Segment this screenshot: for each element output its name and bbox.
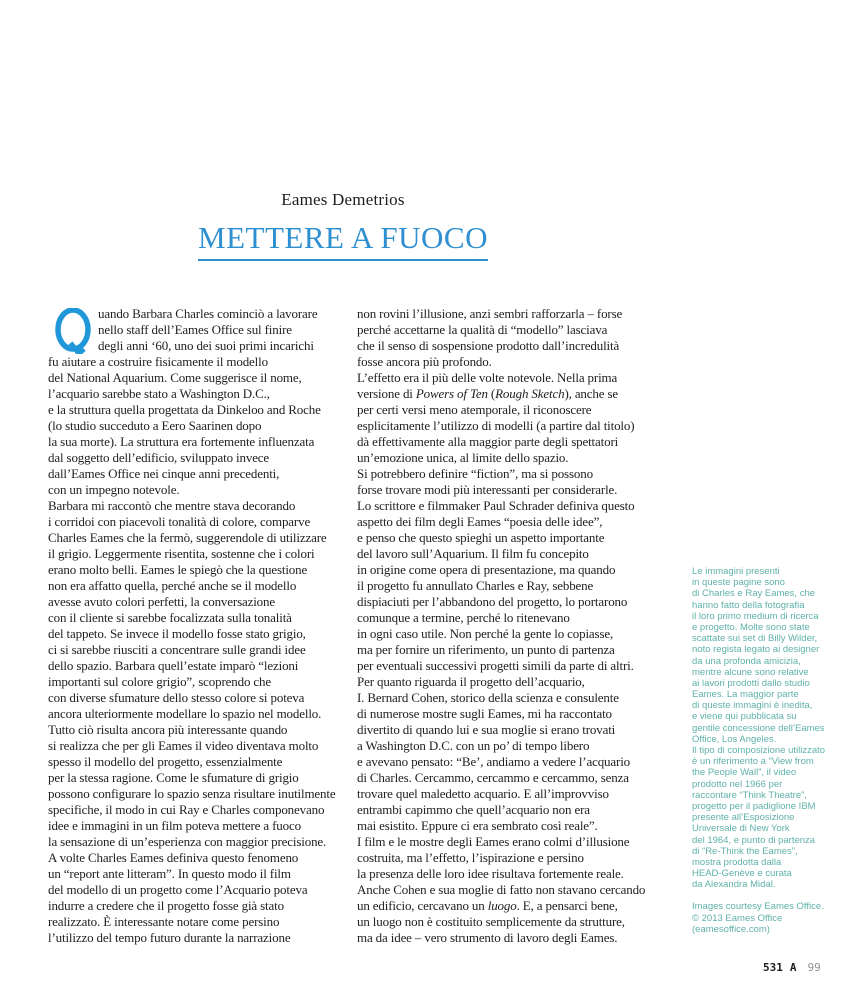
text-line: Le immagini presenti [692, 566, 780, 577]
caption-credits [692, 901, 850, 935]
text-line [357, 386, 665, 402]
title-block [0, 222, 686, 261]
text-line: di Charles. Cercammo, cercammo e cercammo, senza [357, 770, 629, 785]
text-line: degli anni ‘60, uno dei suoi primi incarichi [98, 338, 314, 353]
text-line: ma per fornire un riferimento, un punto di partenza [357, 642, 615, 657]
text-line: specifiche, il modo in cui Ray e Charles componevano [48, 802, 325, 817]
text-line: (lo studio succeduto a Eero Saarinen dopo [48, 418, 262, 433]
text-line: nello staff dell’Eames Office sul finire [98, 322, 292, 337]
text-line: aspetto dei film degli Eames “poesia delle idee”, [357, 514, 603, 529]
text-line: un luogo non è costituito semplicemente da strutture, [357, 914, 625, 929]
text-line: HEAD-Genève e curata [692, 868, 792, 880]
text-line: A volte Charles Eames definiva questo fenomeno [48, 850, 299, 865]
text-line: esplicitamente l’utilizzo di modelli (a partire dal titolo) [357, 418, 635, 433]
text-line: con un impegno notevole. [48, 482, 180, 497]
text-line: l’utilizzo del tempo futuro durante la narrazione [48, 930, 291, 945]
text-line: erano molto belli. Eames le spiegò che la questione [48, 562, 308, 577]
text-segment: ( [487, 386, 496, 401]
italic-text: Powers of Ten [415, 386, 488, 401]
text-line: da Alexandra Midal. [692, 879, 776, 891]
text-line: il progetto fu annullato Charles e Ray, sebbene [357, 578, 594, 593]
text-line: non rovini l’illusione, anzi sembri rafforzarla – forse [357, 306, 623, 321]
text-line: indurre a credere che il progetto fosse già stato [48, 898, 284, 913]
text-line: gentile concessione dell’Eames [692, 722, 825, 734]
text-line: del National Aquarium. Come suggerisce il nome, [48, 370, 302, 385]
text-line: noto regista legato ai designer [692, 644, 820, 656]
text-line: la sua morte). La struttura era fortemente influenzata [48, 434, 315, 449]
caption-gap [692, 890, 850, 901]
text-line: scattate sui set di Billy Wilder, [692, 633, 818, 645]
text-line: importanti sul colore grigio”, scoprendo che [48, 674, 272, 689]
text-line: trovare quel maledetto acquario. E all’improvviso [357, 786, 609, 801]
page-title: METTERE A FUOCO [198, 222, 488, 261]
text-line: costruita, ma l’effetto, l’ispirazione e persino [357, 850, 584, 865]
author-byline: Eames Demetrios [281, 190, 405, 209]
italic-text: Rough Sketch [495, 386, 565, 401]
text-line: Lo scrittore e filmmaker Paul Schrader definiva questo [357, 498, 635, 513]
text-line: la presenza delle loro idee risultava fortemente reale. [357, 866, 624, 881]
text-line: prodotto nel 1966 per [692, 778, 783, 790]
text-line: e progetto. Molte sono state [692, 621, 810, 633]
text-line: uando Barbara Charles cominciò a lavorare [98, 306, 318, 321]
text-line: Per quanto riguarda il progetto dell’acquario, [357, 674, 585, 689]
text-line: I film e le mostre degli Eames erano colmi d’illusione [357, 834, 630, 849]
folio-letter: A [789, 961, 797, 974]
text-line: per la stessa ragione. Come le sfumature di grigio [48, 770, 299, 785]
folio-number: 531 [763, 961, 783, 974]
text-line: ai lavori prodotti dallo studio [692, 677, 810, 689]
text-line: un’emozione unica, al limite dello spazio. [357, 450, 569, 465]
text-line: il loro primo medium di ricerca [692, 610, 819, 622]
text-line: del modello di un progetto come l’Acquario poteva [48, 882, 308, 897]
text-line: hanno fatto della fotografia [692, 599, 805, 611]
text-line [357, 898, 665, 914]
text-line: possono configurare lo spazio senza risultare inutilmente [48, 786, 336, 801]
text-line: Si potrebbero definire “fiction”, ma si possono [357, 466, 593, 481]
text-line: la sensazione di un’esperienza con maggior precisione. [48, 834, 327, 849]
text-line: Anche Cohen e sua moglie di fatto non stavano cercando [357, 882, 646, 897]
text-line: divertito di quando lui e sua moglie si erano trovati [357, 722, 616, 737]
text-line: mentre alcune sono relative [692, 666, 809, 678]
text-line: Tutto ciò risulta ancora più interessante quando [48, 722, 288, 737]
text-line: comunque a termine, perché lo ritenevano [357, 610, 570, 625]
text-line: forse trovare modi più interessanti per considerarle. [357, 482, 618, 497]
page-folio [763, 961, 821, 974]
text-line: © 2013 Eames Office [692, 912, 783, 924]
text-segment: ), anche se [564, 386, 619, 401]
text-line: ma da idee – vero strumento di lavoro degli Eames. [357, 930, 618, 945]
text-line: e penso che questo spieghi un aspetto importante [357, 530, 605, 545]
text-line: in origine come opera di presentazione, ma quando [357, 562, 616, 577]
text-line: si realizza che per gli Eames il video diventava molto [48, 738, 319, 753]
text-line: dispiaciuti per l’abbandono del progetto, lo portarono [357, 594, 628, 609]
text-line: Barbara mi raccontò che mentre stava decorando [48, 498, 296, 513]
text-line: dal soggetto dell’edificio, sviluppato invece [48, 450, 270, 465]
text-line: da una profonda amicizia, [692, 655, 801, 667]
text-line: a Washington D.C. con un po’ di tempo libero [357, 738, 590, 753]
article-column-left [48, 306, 356, 946]
caption-note [692, 566, 850, 890]
text-line: entrambi capimmo che quell’acquario non era [357, 802, 590, 817]
caption-sidebar [692, 566, 850, 935]
text-line: idee e immagini in un film poteva mettere a fuoco [48, 818, 301, 833]
text-segment: versione di [357, 386, 416, 401]
text-line: (eamesoffice.com) [692, 923, 770, 935]
text-line: Eames. La maggior parte [692, 689, 799, 701]
text-line: un “report ante litteram”. In questo modo il film [48, 866, 291, 881]
text-line: Office, Los Angeles. [692, 733, 777, 745]
text-line: realizzato. È interessante notare come persino [48, 914, 280, 929]
text-line: è un riferimento a “View from [692, 756, 814, 768]
text-segment: . E, a pensarci bene, [516, 898, 618, 913]
text-line: con il cliente si sarebbe focalizzata sulla tonalità [48, 610, 292, 625]
text-line: fu aiutare a costruire fisicamente il modello [48, 354, 268, 369]
text-line: del lavoro sull’Aquarium. Il film fu concepito [357, 546, 589, 561]
text-line: Il tipo di composizione utilizzato [692, 745, 826, 756]
text-line: per certi versi meno atemporale, il riconoscere [357, 402, 592, 417]
text-line: the People Wall”, il video [692, 767, 797, 779]
text-line: L’effetto era il più delle volte notevole. Nella prima [357, 370, 618, 385]
text-line: fosse ancora più profondo. [357, 354, 492, 369]
text-line: in queste pagine sono [692, 577, 785, 589]
text-line: spesso il modello del progetto, essenzialmente [48, 754, 283, 769]
text-line: Universale di New York [692, 823, 790, 835]
text-line: avesse avuto colori perfetti, la conversazione [48, 594, 275, 609]
text-line: mai esistito. Eppure ci era sembrato così reale”. [357, 818, 598, 833]
text-line: ancora ulteriormente modellare lo spazio nel modello. [48, 706, 322, 721]
text-line: perché accettarne la qualità di “modello” lasciava [357, 322, 608, 337]
text-line: in ogni caso utile. Non perché la gente lo copiasse, [357, 626, 614, 641]
text-line: e avevano pensato: “Be’, andiamo a vedere l’acquario [357, 754, 631, 769]
italic-text: luogo [487, 898, 517, 913]
text-line: di numerose mostre sugli Eames, mi ha raccontato [357, 706, 612, 721]
article-column-right [357, 306, 665, 946]
text-line: dall’Eames Office nei cinque anni precedenti, [48, 466, 280, 481]
text-segment: un edificio, cercavano un [357, 898, 488, 913]
text-line: con diverse sfumature dello stesso colore si poteva [48, 690, 305, 705]
text-line: ci si sarebbe riusciti a concentrare sulle grandi idee [48, 642, 306, 657]
text-line: di “Re-Think the Eames”, [692, 845, 798, 857]
text-line: I. Bernard Cohen, storico della scienza e consulente [357, 690, 619, 705]
text-line: per eventuali successivi progetti simili da parte di altri. [357, 658, 634, 673]
text-line: Images courtesy Eames Office. [692, 901, 824, 913]
text-line: del 1964, e punto di partenza [692, 834, 816, 846]
folio-page-number: 99 [807, 961, 821, 974]
text-line: del tappeto. Se invece il modello fosse stato grigio, [48, 626, 306, 641]
text-line: il grigio. Leggermente risentita, sostenne che i colori [48, 546, 315, 561]
text-line: l’acquario sarebbe stato a Washington D.C., [48, 386, 270, 401]
text-line: Charles Eames che la fermò, suggerendole di utilizzare [48, 530, 327, 545]
text-line: mostra prodotta dalla [692, 856, 782, 868]
text-line: presente all’Esposizione [692, 812, 795, 824]
text-line: di Charles e Ray Eames, che [692, 588, 816, 600]
text-line: che il senso di sospensione prodotto dall’incredulità [357, 338, 620, 353]
text-line: dello spazio. Barbara quell’estate imparò “lezioni [48, 658, 299, 673]
text-line: i corridoi con piacevoli tonalità di colore, comparve [48, 514, 311, 529]
text-line: non era affatto quella, perché anche se il modello [48, 578, 297, 593]
text-line: e viene qui pubblicata su [692, 711, 797, 723]
text-line: e la struttura quella progettata da Dinkeloo and Roche [48, 402, 321, 417]
text-line: progetto per il padiglione IBM [692, 800, 816, 812]
text-line: raccontare “Think Theatre”, [692, 789, 807, 801]
text-line: dà effettivamente alla maggior parte degli spettatori [357, 434, 619, 449]
text-line: di queste immagini è inedita, [692, 700, 813, 712]
